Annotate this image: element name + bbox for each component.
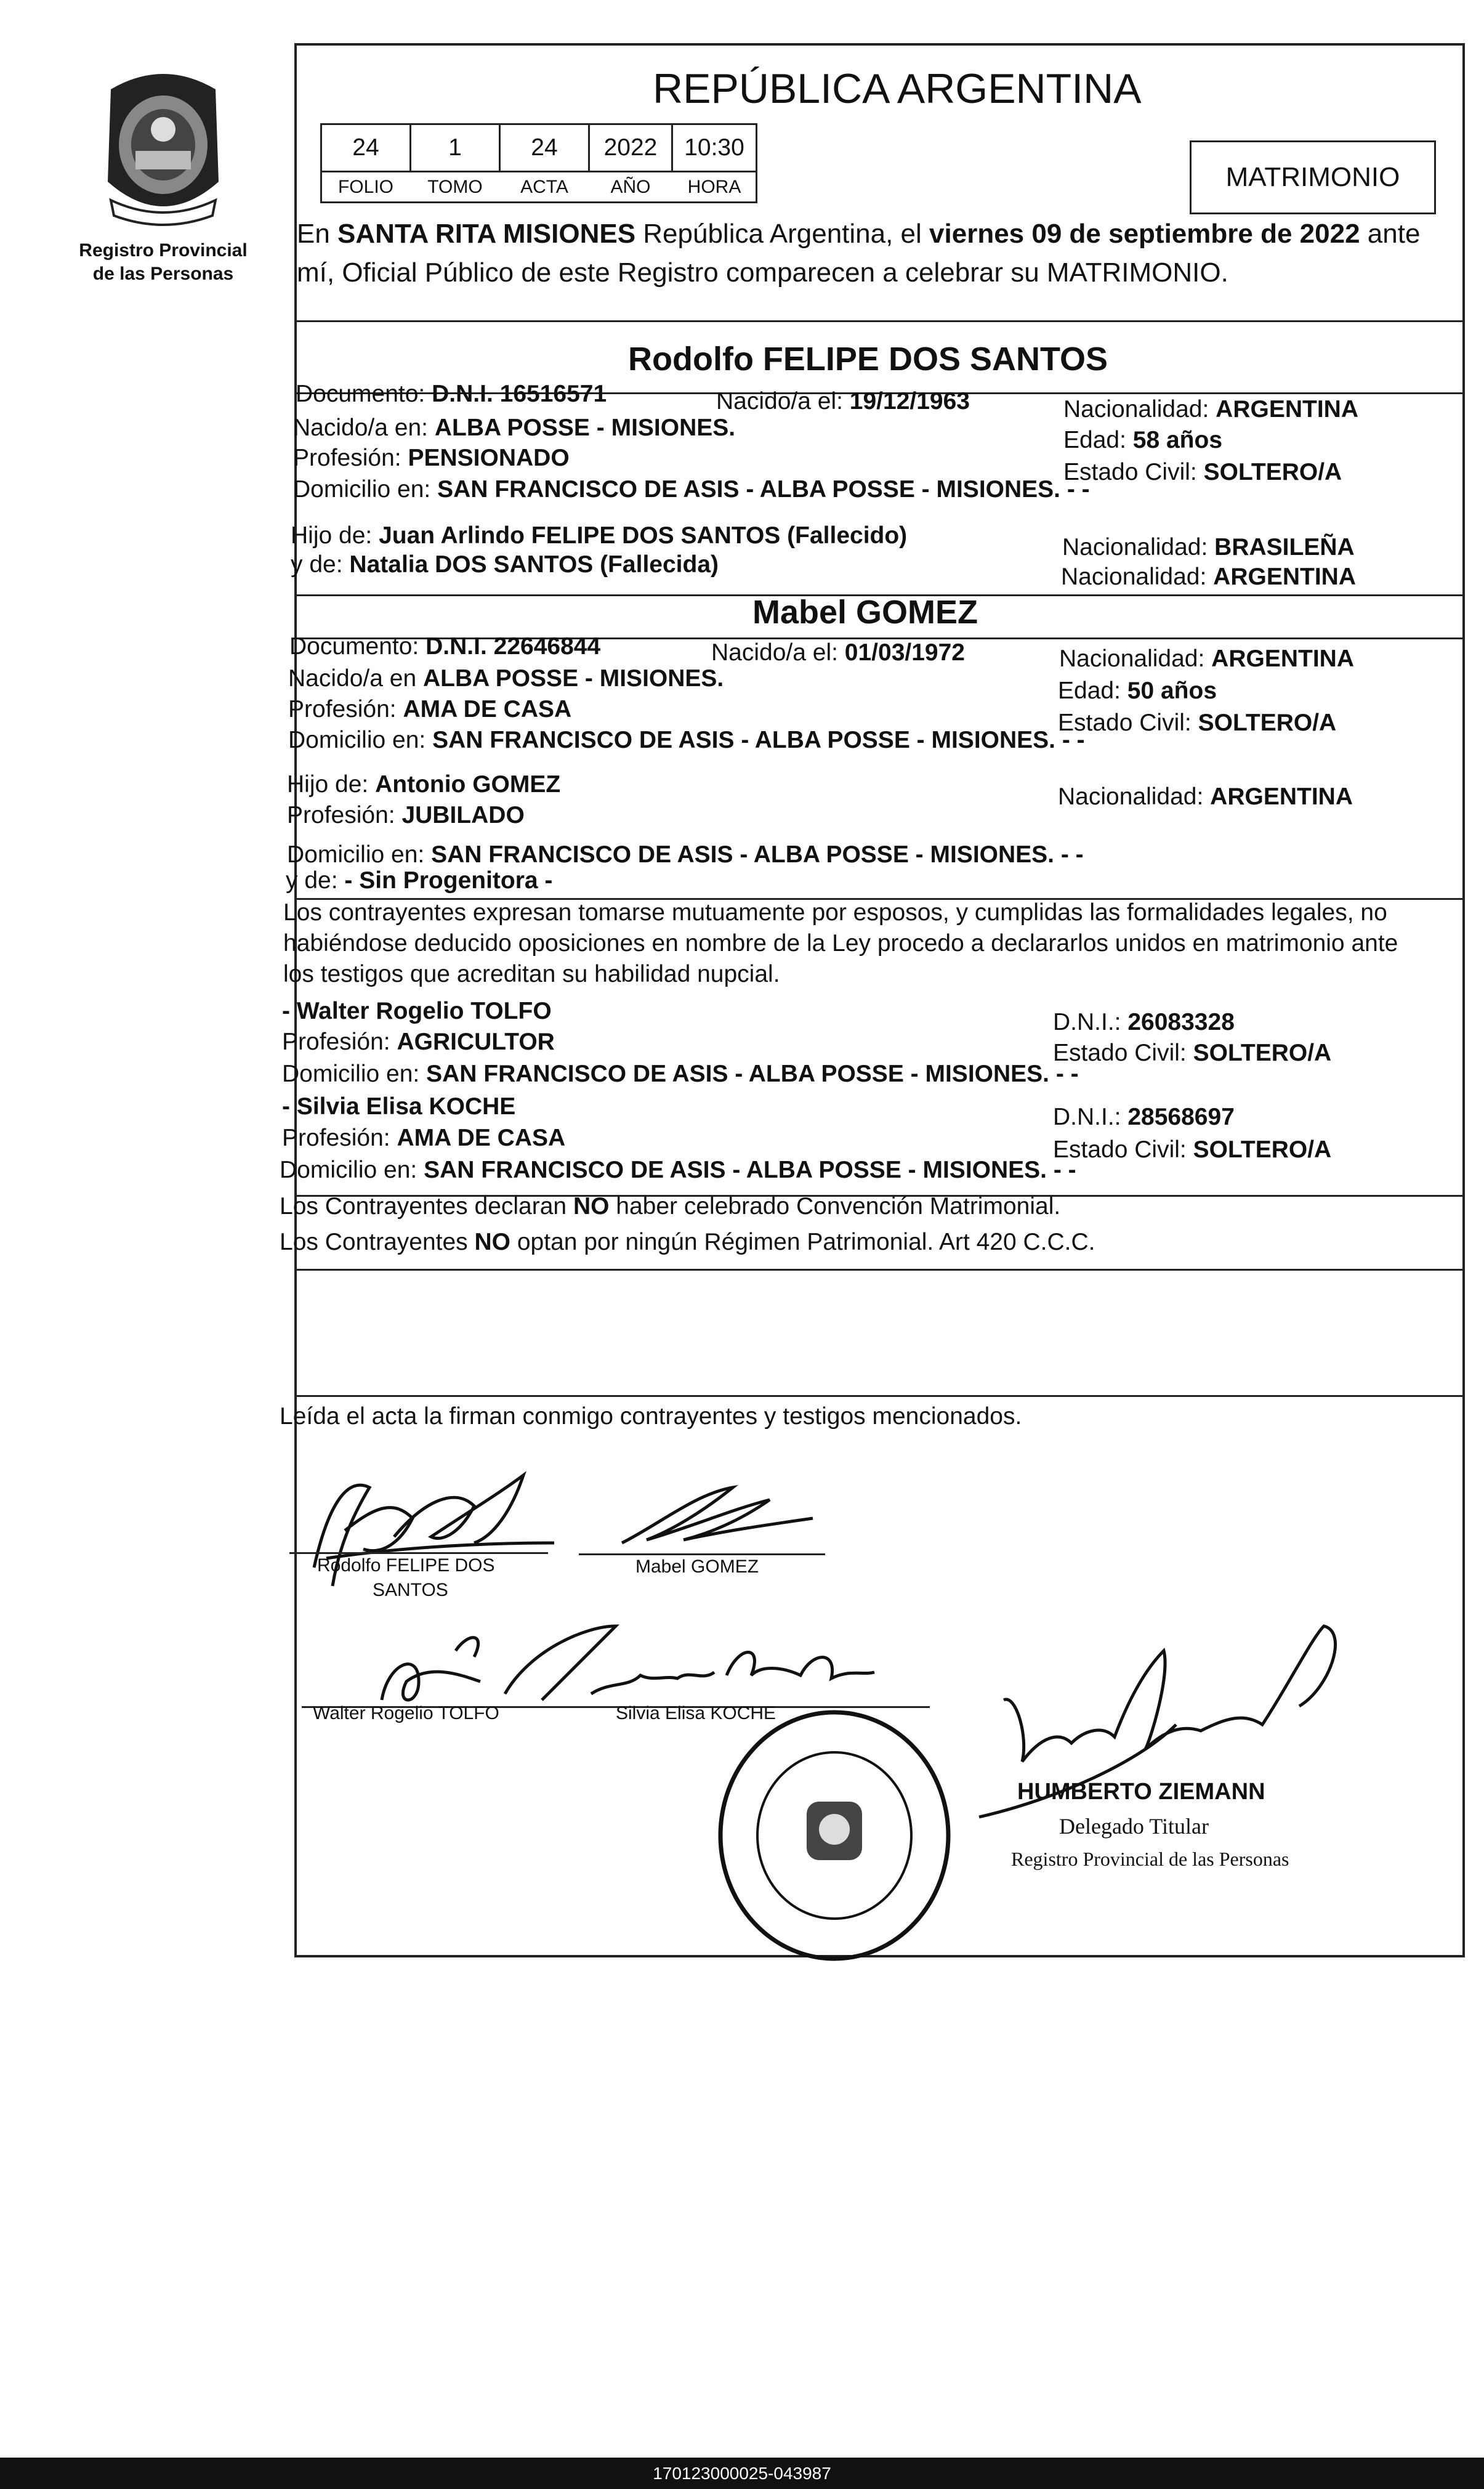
value: SAN FRANCISCO DE ASIS - ALBA POSSE - MISIONES. - - [437, 476, 1090, 503]
witness1-signature-label: Walter Rogelio TOLFO [313, 1703, 499, 1723]
record-hora-label: HORA [687, 177, 741, 197]
value: 28568697 [1127, 1104, 1235, 1130]
spouse2-father-profession [287, 802, 525, 830]
value: D.N.I. 16516571 [432, 381, 607, 407]
spouse1-signature-label-2: SANTOS [373, 1580, 448, 1600]
record-ano-label: AÑO [610, 177, 651, 197]
official-round-stamp [714, 1706, 954, 1965]
value: JUBILADO [401, 802, 525, 828]
spouse1-age [1063, 427, 1222, 455]
record-folio-label: FOLIO [337, 177, 393, 197]
record-tomo-label: TOMO [427, 177, 483, 197]
document-footer: 170123000025-043987 [0, 2458, 1484, 2489]
label: Hijo de: [287, 771, 369, 798]
value: Antonio GOMEZ [375, 771, 561, 798]
label: D.N.I.: [1053, 1104, 1121, 1130]
witness1-name: - Walter Rogelio TOLFO [282, 998, 552, 1024]
text: Los Contrayentes declaran [280, 1193, 573, 1220]
label: y de: [291, 551, 343, 578]
record-hora: 10:30 [684, 134, 744, 161]
label: Domicilio en: [280, 1157, 417, 1183]
value: ARGENTINA [1216, 396, 1359, 423]
witness2-signature-label: Silvia Elisa KOCHE [616, 1703, 776, 1723]
separator-signatures [294, 1395, 1462, 1397]
intro-place: SANTA RITA MISIONES [337, 219, 636, 249]
value: BRASILEÑA [1214, 534, 1355, 561]
spouse2-signature-line [579, 1553, 825, 1555]
label: Nacionalidad: [1062, 534, 1208, 561]
declaration-line1: Los contrayentes expresan tomarse mutuamente por esposos, y cumplidas las formalidades legales, no [283, 899, 1387, 926]
value: D.N.I. 22646844 [425, 633, 601, 660]
witness1-domicile [282, 1061, 1079, 1088]
value: SOLTERO/A [1203, 459, 1342, 485]
spouse2-profession [288, 696, 571, 724]
label: y de: [286, 867, 338, 894]
country-title: REPÚBLICA ARGENTINA [653, 65, 1142, 112]
label: Nacionalidad: [1059, 646, 1205, 672]
witness2-profession [282, 1125, 565, 1152]
text: Los Contrayentes [280, 1229, 475, 1255]
spouse1-document [296, 381, 607, 408]
label: Domicilio en: [293, 476, 431, 503]
label: Profesión: [282, 1125, 390, 1151]
spouse2-birth-date [711, 639, 965, 667]
label: Profesión: [293, 445, 401, 471]
label: Documento: [289, 633, 419, 660]
label: Edad: [1058, 678, 1121, 704]
intro-line2: mí, Oficial Público de este Registro comparecen a celebrar su MATRIMONIO. [297, 257, 1228, 288]
value: AGRICULTOR [397, 1029, 555, 1055]
label: Nacionalidad: [1061, 564, 1207, 590]
value: SAN FRANCISCO DE ASIS - ALBA POSSE - MISIONES. - - [431, 841, 1084, 868]
spouse1-signature-line [289, 1552, 548, 1554]
value: SOLTERO/A [1198, 710, 1337, 736]
declaration-line2: habiéndose deducido oposiciones en nombre de la Ley procedo a declararlos unidos en matrimonio ante [283, 930, 1398, 957]
spouse1-name: Rodolfo FELIPE DOS SANTOS [628, 341, 1108, 378]
label: Nacido/a el: [711, 639, 838, 666]
intro-text-b: República Argentina, el [635, 219, 930, 249]
label: Nacido/a en [288, 665, 417, 692]
spouse2-father-domicile [287, 841, 1084, 869]
value: Juan Arlindo FELIPE DOS SANTOS (Fallecido) [379, 522, 908, 549]
record-tomo: 1 [448, 134, 462, 161]
record-ano: 2022 [603, 134, 658, 161]
spouse2-age [1058, 678, 1217, 705]
witness2-civil-status [1053, 1136, 1331, 1164]
record-acta-label: ACTA [520, 177, 568, 197]
spouse1-mother [291, 551, 719, 579]
value: PENSIONADO [408, 445, 570, 471]
value: 19/12/1963 [849, 388, 970, 415]
spouse1-birth-date [716, 388, 970, 416]
spouse2-name: Mabel GOMEZ [752, 594, 978, 631]
value: ARGENTINA [1210, 783, 1353, 810]
spouse1-father-nationality [1062, 534, 1355, 562]
witness1-profession [282, 1029, 555, 1056]
label: Domicilio en: [282, 1061, 420, 1087]
value: SAN FRANCISCO DE ASIS - ALBA POSSE - MISIONES. - - [424, 1157, 1076, 1183]
spouse2-father-nationality [1058, 783, 1353, 811]
value: 58 años [1132, 427, 1223, 453]
separator-blank [294, 1269, 1462, 1271]
spouse2-signature-label: Mabel GOMEZ [635, 1556, 759, 1577]
label: Profesión: [287, 802, 395, 828]
value: - Sin Progenitora - [344, 867, 553, 894]
spouse1-civil-status [1063, 459, 1342, 487]
label: Estado Civil: [1063, 459, 1197, 485]
value: ALBA POSSE - MISIONES. [434, 415, 736, 441]
label: D.N.I.: [1053, 1009, 1121, 1035]
label: Nacionalidad: [1063, 396, 1209, 423]
registry-name-line2: de las Personas [92, 263, 234, 284]
official-name: HUMBERTO ZIEMANN [1017, 1779, 1265, 1805]
label: Profesión: [288, 696, 397, 722]
spouse2-nationality [1059, 646, 1354, 673]
witness2-domicile [280, 1157, 1076, 1184]
spouse2-birth-place [288, 665, 724, 693]
spouse2-document [289, 633, 600, 661]
spouse1-domicile [293, 476, 1090, 504]
act-type: MATRIMONIO [1225, 162, 1400, 192]
label: Edad: [1063, 427, 1126, 453]
label: Hijo de: [291, 522, 373, 549]
label: Estado Civil: [1053, 1136, 1187, 1163]
spouse1-mother-nationality [1061, 564, 1356, 591]
value: SAN FRANCISCO DE ASIS - ALBA POSSE - MISIONES. - - [432, 727, 1085, 753]
witness1-dni [1053, 1009, 1235, 1037]
spouse1-nationality [1063, 396, 1358, 424]
intro-text-a: En [297, 219, 338, 249]
record-acta: 24 [531, 134, 558, 161]
text: haber celebrado Convención Matrimonial. [609, 1193, 1061, 1220]
label: Nacido/a en: [293, 415, 428, 441]
official-role: Delegado Titular [1059, 1814, 1209, 1839]
separator-header [294, 320, 1462, 322]
spouse1-birth-place [293, 415, 735, 442]
value: 50 años [1127, 678, 1217, 704]
witness1-civil-status [1053, 1040, 1331, 1067]
spouse1-father [291, 522, 907, 550]
registry-name-line1: Registro Provincial [79, 240, 248, 261]
record-folio: 24 [352, 134, 379, 161]
witness2-dni [1053, 1104, 1235, 1131]
value: AMA DE CASA [403, 696, 572, 722]
label: Documento: [296, 381, 425, 407]
registry-name [58, 239, 268, 285]
emphasis: NO [474, 1229, 511, 1255]
label: Profesión: [282, 1029, 390, 1055]
label: Nacionalidad: [1058, 783, 1204, 810]
value: 01/03/1972 [844, 639, 965, 666]
intro-text-c: ante [1360, 219, 1421, 249]
spouse1-profession [293, 445, 570, 472]
spouse1-signature-label-1: Rodolfo FELIPE DOS [317, 1555, 495, 1576]
official-organization: Registro Provincial de las Personas [1011, 1848, 1289, 1870]
closing-text: Leída el acta la firman conmigo contrayentes y testigos mencionados. [280, 1403, 1022, 1430]
value: SOLTERO/A [1193, 1136, 1332, 1163]
value: ALBA POSSE - MISIONES. [422, 665, 724, 692]
value: 26083328 [1127, 1009, 1235, 1035]
value: SOLTERO/A [1193, 1040, 1332, 1066]
label: Domicilio en: [288, 727, 426, 753]
label: Estado Civil: [1058, 710, 1192, 736]
label: Nacido/a el: [716, 388, 843, 415]
spouse2-signature [610, 1475, 831, 1561]
witness2-name: - Silvia Elisa KOCHE [282, 1093, 516, 1120]
value: Natalia DOS SANTOS (Fallecida) [349, 551, 719, 578]
label: Domicilio en: [287, 841, 425, 868]
spouse2-mother [286, 867, 552, 895]
registry-logo [92, 65, 234, 228]
value: ARGENTINA [1211, 646, 1355, 672]
value: AMA DE CASA [397, 1125, 566, 1151]
value: SAN FRANCISCO DE ASIS - ALBA POSSE - MISIONES. - - [426, 1061, 1079, 1087]
intro-line1 [297, 219, 1420, 250]
value: ARGENTINA [1213, 564, 1357, 590]
convention-line1 [280, 1193, 1060, 1221]
emphasis: NO [573, 1193, 610, 1220]
text: optan por ningún Régimen Patrimonial. Art 420 C.C.C. [510, 1229, 1095, 1255]
label: Estado Civil: [1053, 1040, 1187, 1066]
spouse2-civil-status [1058, 710, 1336, 737]
intro-date: viernes 09 de septiembre de 2022 [929, 219, 1360, 249]
spouse2-domicile [288, 727, 1085, 755]
spouse2-father [287, 771, 560, 799]
convention-line2 [280, 1229, 1095, 1257]
declaration-line3: los testigos que acreditan su habilidad nupcial. [283, 961, 780, 987]
